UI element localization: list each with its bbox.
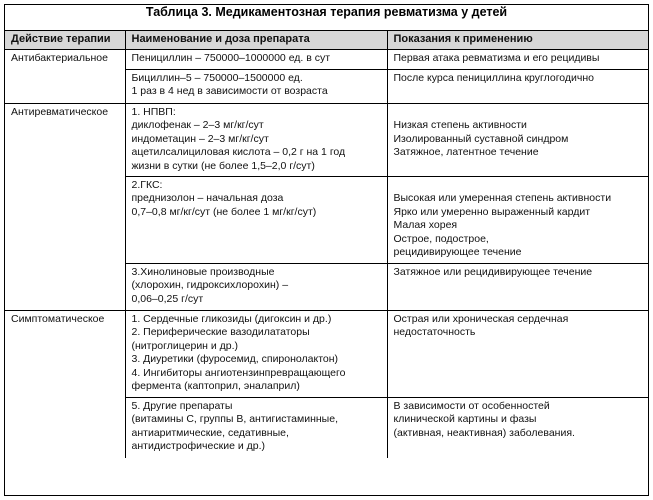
drug-cell: Пенициллин – 750000–1000000 ед. в сут [125, 50, 387, 70]
drug-cell: 5. Другие препараты (витамины С, группы В, антигистаминные, антиаритмические, седативные, антидистрофические и др.) [125, 398, 387, 459]
table-row [5, 104, 648, 177]
drug-cell: 1. Сердечные гликозиды (дигоксин и др.) 2. Периферические вазодилататоры (нитроглицерин и др.) 3. Диуретики (фуросемид, спиронолактон) 4. Ингибиторы ангиотензинпревращающего фермента (каптоприл, эналаприл) [125, 311, 387, 398]
table-row [5, 50, 648, 70]
table-row [5, 311, 648, 398]
table-title: Таблица 3. Медикаментозная терапия ревматизма у детей [145, 5, 508, 19]
indication-cell: В зависимости от особенностей клинической картины и фазы (активная, неактивная) заболевания. [387, 398, 648, 459]
therapy-table [5, 30, 648, 458]
drug-cell: 2.ГКС: преднизолон – начальная доза 0,7–0,8 мг/кг/сут (не более 1 мг/кг/сут) [125, 177, 387, 264]
table-frame [4, 4, 649, 496]
action-cell: Антиревматическое [5, 104, 125, 311]
drug-cell: Бициллин–5 – 750000–1500000 ед. 1 раз в 4 нед в зависимости от возраста [125, 70, 387, 104]
drug-cell: 3.Хинолиновые производные (хлорохин, гидроксихлорохин) – 0,06–0,25 г/сут [125, 264, 387, 311]
action-cell: Антибактериальное [5, 50, 125, 104]
header-row [5, 31, 648, 50]
drug-cell: 1. НПВП: диклофенак – 2–3 мг/кг/сут индометацин – 2–3 мг/кг/сут ацетилсалициловая кислота – 0,2 г на 1 год жизни в сутки (не более 1,5–2,0 г/сут) [125, 104, 387, 177]
action-cell: Симптоматическое [5, 311, 125, 459]
indication-cell: Низкая степень активности Изолированный суставной синдром Затяжное, латентное течение [387, 104, 648, 177]
header-drug: Наименование и доза препарата [125, 31, 387, 50]
indication-cell: Высокая или умеренная степень активности Ярко или умеренно выраженный кардит Малая хорея Острое, подострое, рецидивирующее течение [387, 177, 648, 264]
indication-cell: После курса пенициллина круглогодично [387, 70, 648, 104]
indication-cell: Первая атака ревматизма и его рецидивы [387, 50, 648, 70]
indication-cell: Острая или хроническая сердечная недостаточность [387, 311, 648, 398]
header-indication: Показания к применению [387, 31, 648, 50]
header-action: Действие терапии [5, 31, 125, 50]
indication-cell: Затяжное или рецидивирующее течение [387, 264, 648, 311]
